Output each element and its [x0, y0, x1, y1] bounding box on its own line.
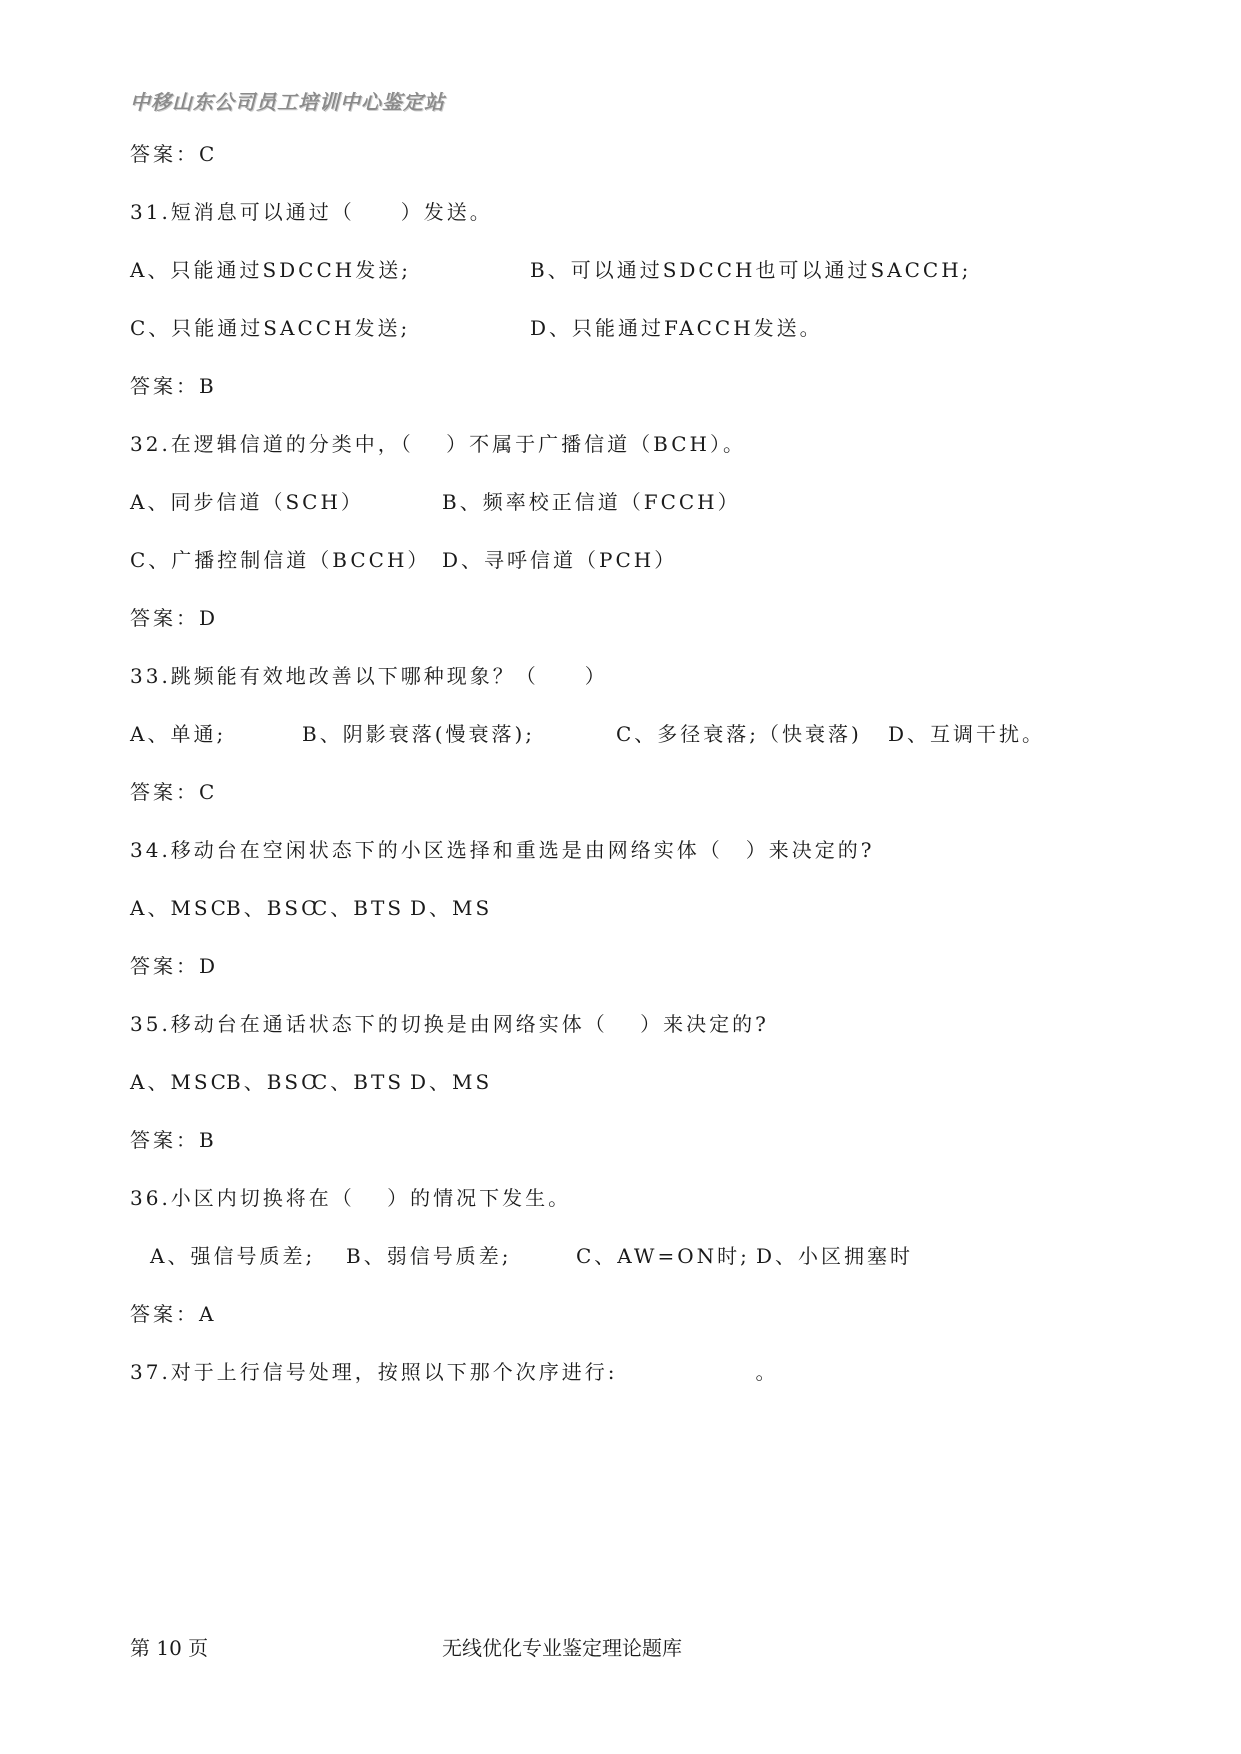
- answer-value: D: [199, 606, 219, 630]
- question-stem: 36.小区内切换将在（ ）的情况下发生。: [130, 1186, 572, 1210]
- option-d: D、只能通过FACCH发送。: [530, 316, 823, 340]
- option-c: C、只能通过SACCH发送;: [130, 316, 411, 340]
- question-stem: 37.对于上行信号处理，按照以下那个次序进行: 。: [130, 1360, 779, 1384]
- answer-label: 答案：: [130, 374, 199, 398]
- option-a: A、单通;: [130, 722, 227, 746]
- answer-label: 答案：: [130, 1128, 199, 1152]
- answer-label: 答案：: [130, 606, 199, 630]
- question-stem: 35.移动台在通话状态下的切换是由网络实体（ ）来决定的?: [130, 1012, 769, 1036]
- question-stem: 34.移动台在空闲状态下的小区选择和重选是由网络实体（ ）来决定的?: [130, 838, 875, 862]
- option-a: A、同步信道（SCH）: [130, 490, 364, 514]
- question-stem: 33.跳频能有效地改善以下哪种现象？（ ）: [130, 664, 608, 688]
- answer-line: [130, 602, 218, 631]
- answer-line: [130, 138, 217, 167]
- option-d: D、MS: [410, 1070, 493, 1094]
- answer-line: [130, 776, 217, 805]
- option-c: C、BTS: [312, 1070, 405, 1094]
- option-a: A、只能通过SDCCH发送;: [130, 258, 411, 282]
- answer-label: 答案：: [130, 1302, 199, 1326]
- option-b: B、弱信号质差;: [346, 1244, 512, 1268]
- answer-value: B: [199, 1128, 217, 1152]
- question-stem: 31.短消息可以通过（ ）发送。: [130, 200, 493, 224]
- option-b: B、阴影衰落(慢衰落);: [302, 722, 536, 746]
- option-b: B、BSC: [226, 1070, 320, 1094]
- page-number: 第 10 页: [130, 1636, 209, 1660]
- answer-line: [130, 950, 218, 979]
- option-d: D、MS: [410, 896, 493, 920]
- option-c: C、广播控制信道（BCCH）: [130, 548, 431, 572]
- answer-value: B: [199, 374, 217, 398]
- option-a: A、强信号质差;: [150, 1244, 316, 1268]
- option-c: C、BTS: [312, 896, 405, 920]
- answer-label: 答案：: [130, 954, 199, 978]
- answer-line: [130, 1124, 217, 1153]
- option-d: D、互调干扰。: [888, 722, 1046, 746]
- option-b: B、BSC: [226, 896, 320, 920]
- page-header: 中移山东公司员工培训中心鉴定站: [130, 90, 445, 114]
- answer-label: 答案：: [130, 780, 199, 804]
- answer-value: C: [199, 780, 218, 804]
- question-stem: 32.在逻辑信道的分类中，（ ）不属于广播信道（BCH）。: [130, 432, 746, 456]
- answer-line: [130, 1298, 216, 1327]
- answer-value: A: [199, 1302, 217, 1326]
- answer-value: D: [199, 954, 219, 978]
- option-c: C、AW=ON时;: [576, 1244, 750, 1268]
- option-b: B、可以通过SDCCH也可以通过SACCH;: [530, 258, 972, 282]
- option-a: A、MSC: [130, 1070, 229, 1094]
- option-b: B、频率校正信道（FCCH）: [442, 490, 741, 514]
- option-c: C、多径衰落;（快衰落): [616, 722, 862, 746]
- footer-title: 无线优化专业鉴定理论题库: [442, 1636, 682, 1660]
- option-a: A、MSC: [130, 896, 229, 920]
- option-d: D、小区拥塞时: [756, 1244, 914, 1268]
- answer-value: C: [199, 142, 218, 166]
- option-d: D、寻呼信道（PCH）: [442, 548, 678, 572]
- answer-label: 答案：: [130, 142, 199, 166]
- answer-line: [130, 370, 217, 399]
